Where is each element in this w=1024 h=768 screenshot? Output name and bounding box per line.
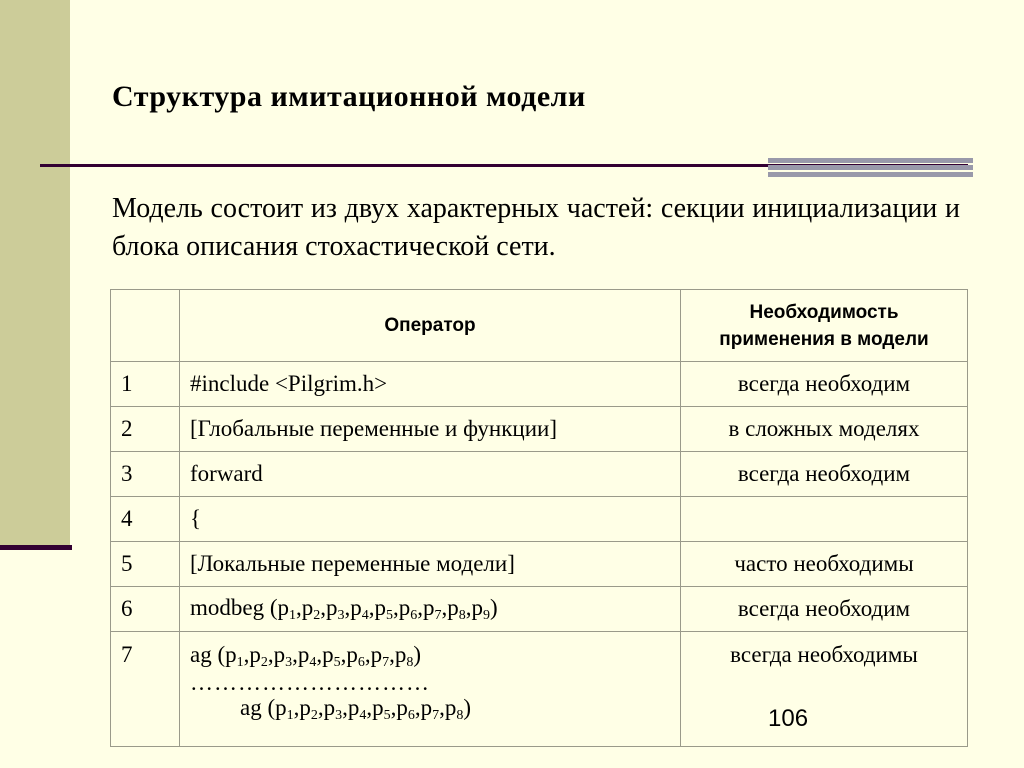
param-index: 8 (458, 607, 466, 623)
table-row (111, 497, 968, 542)
param-index: 3 (335, 708, 343, 723)
param-index: 2 (260, 655, 268, 670)
param-index: 1 (236, 655, 244, 670)
ellipsis-line: ………………………… (190, 670, 430, 695)
operator-ag-repeat: ag $(p_1,p_2,p_3,p_4,p_5,p_6,p_7,p_8)$ (240, 695, 472, 723)
operator-table (110, 289, 968, 747)
row-need: всегда необходим (681, 362, 968, 407)
param-index: 3 (285, 655, 293, 670)
param-index: 8 (456, 708, 464, 723)
param-index: 6 (410, 607, 418, 623)
title-divider-accent (768, 158, 973, 178)
param-name: p (447, 594, 459, 620)
row-num: 3 (111, 452, 180, 497)
table-row (111, 407, 968, 452)
param-name: p (372, 695, 384, 720)
param-index: 7 (382, 655, 390, 670)
row-num: 6 (111, 587, 180, 632)
sidebar-divider (0, 545, 72, 550)
param-index: 5 (386, 607, 394, 623)
param-name: p (396, 695, 408, 720)
param-index: 6 (407, 708, 415, 723)
row-num: 2 (111, 407, 180, 452)
param-index: 9 (483, 607, 491, 623)
param-name: p (350, 594, 362, 620)
table-row (111, 587, 968, 632)
table-row (111, 362, 968, 407)
table-row (111, 542, 968, 587)
param-name: p (326, 594, 338, 620)
row-need: всегда необходимы (681, 632, 968, 747)
param-index: 2 (310, 708, 318, 723)
param-name: p (297, 642, 310, 667)
param-name: p (370, 642, 383, 667)
intro-paragraph: Модель состоит из двух характерных частей: секции инициализации и блока описания стохастической сети. (112, 193, 960, 262)
row-need: в сложных моделях (681, 407, 968, 452)
param-index: 1 (286, 708, 294, 723)
param-name: p (277, 594, 290, 620)
param-name: p (420, 695, 433, 720)
row-operator: { (180, 497, 681, 542)
param-name: p (398, 594, 411, 620)
param-name: p (273, 642, 286, 667)
param-index: 7 (432, 708, 440, 723)
row-num: 7 (111, 632, 180, 747)
slide-title: Структура имитационной модели (112, 80, 586, 113)
table-row (111, 452, 968, 497)
decorative-sidebar (0, 0, 70, 545)
row-operator: ag $(p_1,p_2,p_3,p_4,p_5,p_6,p_7,p_8)$ ………………………… ag $(p_1,p_2,p_3,p_4,p_5,p_6,p_7,p_8)$ (180, 632, 681, 747)
param-index: 2 (313, 607, 321, 623)
param-list: $p_1,p_2,p_3,p_4,p_5,p_6,p_7,p_8,p_9$ (277, 594, 491, 623)
param-index: 8 (406, 655, 414, 670)
param-name: p (444, 695, 457, 720)
param-name: p (471, 594, 484, 620)
row-operator: [Глобальные переменные и функции] (180, 407, 681, 452)
param-index: 7 (434, 607, 442, 623)
row-num: 5 (111, 542, 180, 587)
row-need: всегда необходим (681, 587, 968, 632)
param-index: 3 (337, 607, 345, 623)
param-name: p (323, 695, 336, 720)
operator-ag-prefix: ag ( (240, 695, 276, 720)
table-header-row (111, 290, 968, 362)
operator-ag-prefix: ag ( (190, 642, 226, 667)
param-index: 1 (289, 607, 297, 623)
param-index: 4 (361, 607, 369, 623)
param-index: 4 (359, 708, 367, 723)
row-num: 1 (111, 362, 180, 407)
param-index: 4 (309, 655, 317, 670)
row-need: всегда необходим (681, 452, 968, 497)
row-need: часто необходимы (681, 542, 968, 587)
param-name: p (299, 695, 311, 720)
table-row (111, 632, 968, 747)
param-name: p (374, 594, 387, 620)
param-index: 5 (383, 708, 391, 723)
param-list: $p_1,p_2,p_3,p_4,p_5,p_6,p_7,p_8$ (225, 642, 414, 670)
row-operator: forward (180, 452, 681, 497)
param-name: p (394, 642, 407, 667)
param-name: p (322, 642, 334, 667)
param-index: 6 (357, 655, 365, 670)
param-name: p (249, 642, 261, 667)
param-name: p (301, 594, 314, 620)
row-need (681, 497, 968, 542)
param-name: p (275, 695, 287, 720)
row-operator: #include <Pilgrim.h> (180, 362, 681, 407)
param-list: $p_1,p_2,p_3,p_4,p_5,p_6,p_7,p_8$ (275, 695, 464, 723)
row-operator: [Локальные переменные модели] (180, 542, 681, 587)
page-number: 106 (768, 705, 809, 732)
row-num: 4 (111, 497, 180, 542)
param-name: p (225, 642, 237, 667)
param-name: p (347, 695, 360, 720)
param-index: 5 (333, 655, 341, 670)
param-name: p (346, 642, 358, 667)
header-need: Необходимость применения в модели (681, 290, 968, 362)
header-operator: Оператор (180, 290, 681, 362)
row-operator: modbeg $(p_1,p_2,p_3,p_4,p_5,p_6,p_7,p_8,p_9)$ (180, 587, 681, 632)
param-name: p (423, 594, 435, 620)
header-num (111, 290, 180, 362)
operator-modbeg-prefix: modbeg ( (190, 594, 278, 620)
